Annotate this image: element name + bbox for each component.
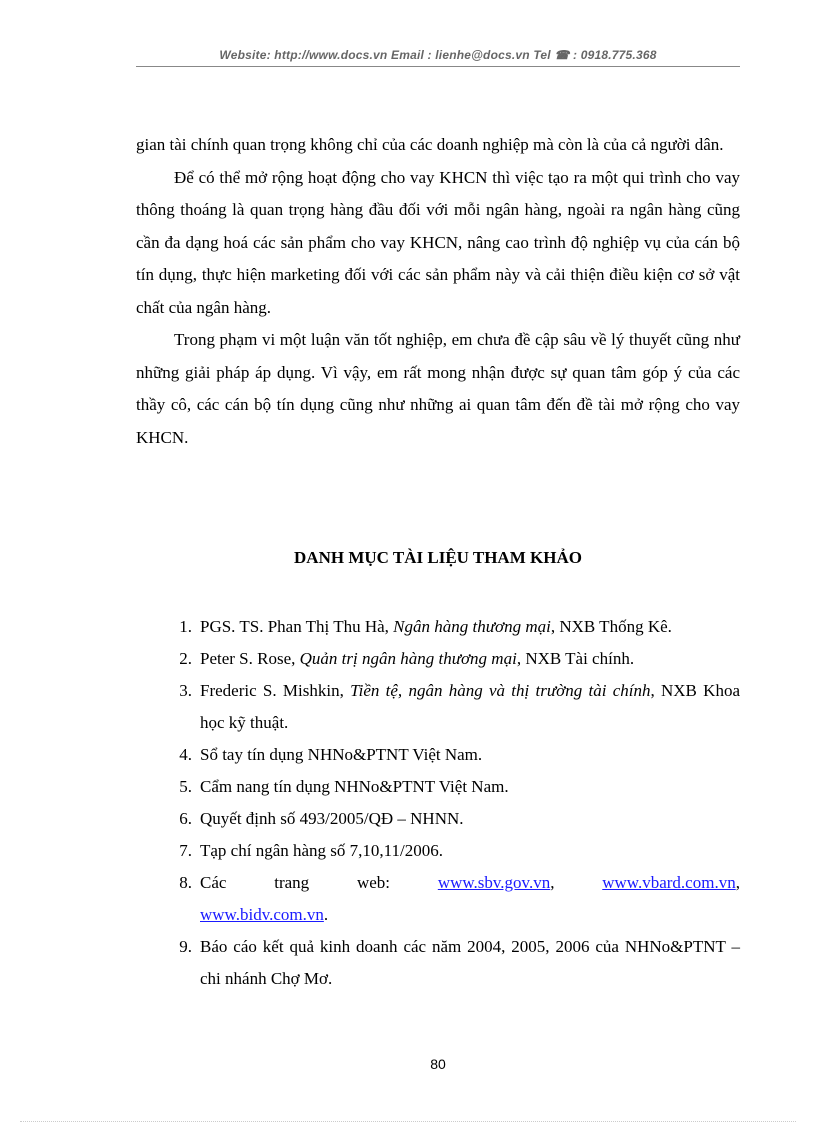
reference-text: Sổ tay tín dụng NHNo&PTNT Việt Nam. <box>200 745 483 764</box>
reference-item <box>136 803 740 835</box>
references-list <box>136 611 740 995</box>
reference-item <box>136 835 740 867</box>
references-title: DANH MỤC TÀI LIỆU THAM KHẢO <box>294 548 582 567</box>
reference-number: 5. <box>179 777 192 796</box>
page-number: 80 <box>430 1056 446 1072</box>
reference-title: Tiền tệ, ngân hàng và thị trường tài chính <box>350 681 651 700</box>
reference-number: 4. <box>179 745 192 764</box>
reference-publisher: , NXB Tài chính. <box>516 649 635 668</box>
reference-title: Quản trị ngân hàng thương mại <box>299 649 517 668</box>
header-divider <box>136 66 740 67</box>
reference-publisher: , NXB Thống Kê. <box>550 617 672 636</box>
reference-item <box>136 771 740 803</box>
page-header: Website: http://www.docs.vn Email : lienhe@docs.vn Tel ☎ : 0918.775.368 <box>219 48 657 62</box>
reference-web-line <box>200 867 740 899</box>
reference-word: web: <box>356 873 391 892</box>
paragraph: Để có thể mở rộng hoạt động cho vay KHCN thì việc tạo ra một qui trình cho vay thông thoáng là quan trọng hàng đầu đối với mỗi ngân hàng, ngoài ra ngân hàng cũng cần đa dạng hoá các sản phẩm cho vay KHCN, nâng cao trình độ nghiệp vụ của cán bộ tín dụng, thực hiện marketing đối với các sản phẩm này và cải thiện điều kiện cơ sở vật chất của ngân hàng. <box>136 167 740 317</box>
reference-text <box>200 643 740 675</box>
reference-item <box>136 643 740 675</box>
reference-text: Báo cáo kết quả kinh doanh các năm 2004, 2005, 2006 của NHNo&PTNT – chi nhánh Chợ Mơ. <box>200 937 740 988</box>
paragraph: gian tài chính quan trọng không chỉ của các doanh nghiệp mà còn là của cả người dân. <box>136 135 724 154</box>
link-vbard-text[interactable]: www.vbard.com.vn <box>602 873 736 892</box>
link-sbv-text[interactable]: www.sbv.gov.vn <box>437 873 551 892</box>
reference-title: Ngân hàng thương mại <box>393 617 551 636</box>
reference-number: 7. <box>179 841 192 860</box>
body-text <box>136 129 740 454</box>
paragraph: Trong phạm vi một luận văn tốt nghiệp, em chưa đề cập sâu về lý thuyết cũng như những giải pháp áp dụng. Vì vậy, em rất mong nhận được sự quan tâm góp ý của các thầy cô, các cán bộ tín dụng cũng như những ai quan tâm đến đề tài mở rộng cho vay KHCN. <box>136 330 740 447</box>
reference-text <box>200 867 740 931</box>
reference-item <box>136 611 740 643</box>
reference-text <box>200 675 740 739</box>
reference-number: 8. <box>179 873 192 892</box>
reference-item <box>136 739 740 771</box>
reference-word: trang <box>274 873 310 892</box>
reference-number: 1. <box>179 617 192 636</box>
reference-text: Tạp chí ngân hàng số 7,10,11/2006. <box>200 841 443 860</box>
link-vbard[interactable]: www.vbard.com.vn, <box>602 873 740 892</box>
link-bidv-text[interactable]: www.bidv.com.vn <box>200 905 324 924</box>
reference-publisher: , NXB Khoa học kỹ thuật. <box>200 681 740 732</box>
reference-number: 6. <box>179 809 192 828</box>
page-bottom-divider <box>20 1121 796 1122</box>
reference-text: Quyết định số 493/2005/QĐ – NHNN. <box>200 809 464 828</box>
reference-item <box>136 675 740 739</box>
reference-author: Peter S. Rose, <box>200 649 300 668</box>
reference-word: Các <box>200 873 227 892</box>
reference-text <box>200 611 740 643</box>
reference-number: 9. <box>179 937 192 956</box>
reference-item <box>136 867 740 931</box>
reference-number: 2. <box>179 649 192 668</box>
reference-item <box>136 931 740 995</box>
reference-author: Frederic S. Mishkin, <box>200 681 351 700</box>
reference-number: 3. <box>179 681 192 700</box>
link-bidv[interactable]: www.bidv.com.vn. <box>200 905 329 924</box>
link-sbv[interactable]: www.sbv.gov.vn, <box>437 873 555 892</box>
reference-text: Cẩm nang tín dụng NHNo&PTNT Việt Nam. <box>200 777 509 796</box>
reference-author: PGS. TS. Phan Thị Thu Hà, <box>200 617 394 636</box>
